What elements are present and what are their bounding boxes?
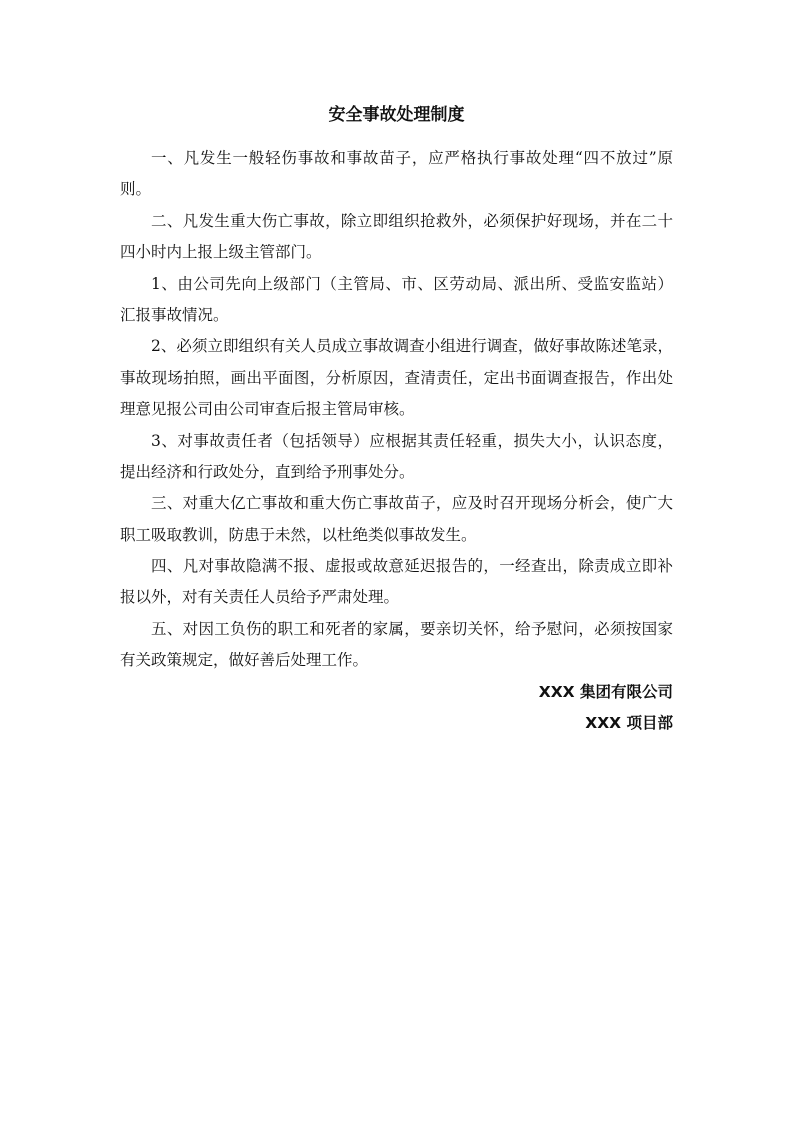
paragraph — [120, 614, 673, 677]
paragraph-line: 五、对因工负伤的职工和死者的家属，要亲切关怀，给予慰问，必须按国家 — [151, 619, 673, 638]
paragraph-line: 四、凡对事故隐满不报、虚报或故意延迟报告的，一经查出，除责成立即补 — [151, 557, 673, 576]
paragraph-line: 报以外，对有关责任人员给予严肃处理。 — [120, 588, 400, 607]
paragraph-line: 提出经济和行政处分，直到给予刑事处分。 — [120, 462, 415, 481]
paragraph — [120, 269, 673, 332]
paragraph — [120, 551, 673, 614]
paragraph — [120, 488, 673, 551]
paragraph-line: 1、由公司先向上级部门（主管局、市、区劳动局、派出所、受监安监站） — [151, 274, 673, 293]
paragraph-line: 则。 — [120, 180, 152, 199]
signature-company: XXX 集团有限公司 — [538, 682, 673, 701]
paragraph — [120, 331, 673, 425]
paragraph-line: 职工吸取教训，防患于未然，以杜绝类似事故发生。 — [120, 525, 477, 544]
document-body — [120, 143, 673, 739]
signature-department: XXX 项目部 — [585, 714, 673, 733]
paragraph-line: 汇报事故情况。 — [120, 305, 229, 324]
paragraph-line: 理意见报公司由公司审查后报主管局审核。 — [120, 400, 415, 419]
paragraph-line: 二、凡发生重大伤亡事故，除立即组织抢救外，必须保护好现场，并在二十 — [151, 211, 673, 230]
paragraph-line: 有关政策规定，做好善后处理工作。 — [120, 651, 369, 670]
document-title: 安全事故处理制度 — [328, 105, 465, 125]
paragraph-line: 3、对事故责任者（包括领导）应根据其责任轻重，损失大小，认识态度， — [151, 431, 673, 450]
paragraph — [120, 143, 673, 206]
paragraph — [120, 206, 673, 269]
paragraph — [120, 426, 673, 489]
paragraph-line: 四小时内上报上级主管部门。 — [120, 243, 322, 262]
paragraph-line: 一、凡发生一般轻伤事故和事故苗子，应严格执行事故处理“四不放过”原 — [151, 149, 673, 167]
paragraph-line: 2、必须立即组织有关人员成立事故调查小组进行调查，做好事故陈述笔录， — [151, 337, 673, 356]
paragraph-line: 事故现场拍照，画出平面图，分析原因，查清责任，定出书面调查报告，作出处 — [120, 368, 673, 387]
paragraph-line: 三、对重大亿亡事故和重大伤亡事故苗子，应及时召开现场分析会，使广大 — [151, 494, 673, 513]
